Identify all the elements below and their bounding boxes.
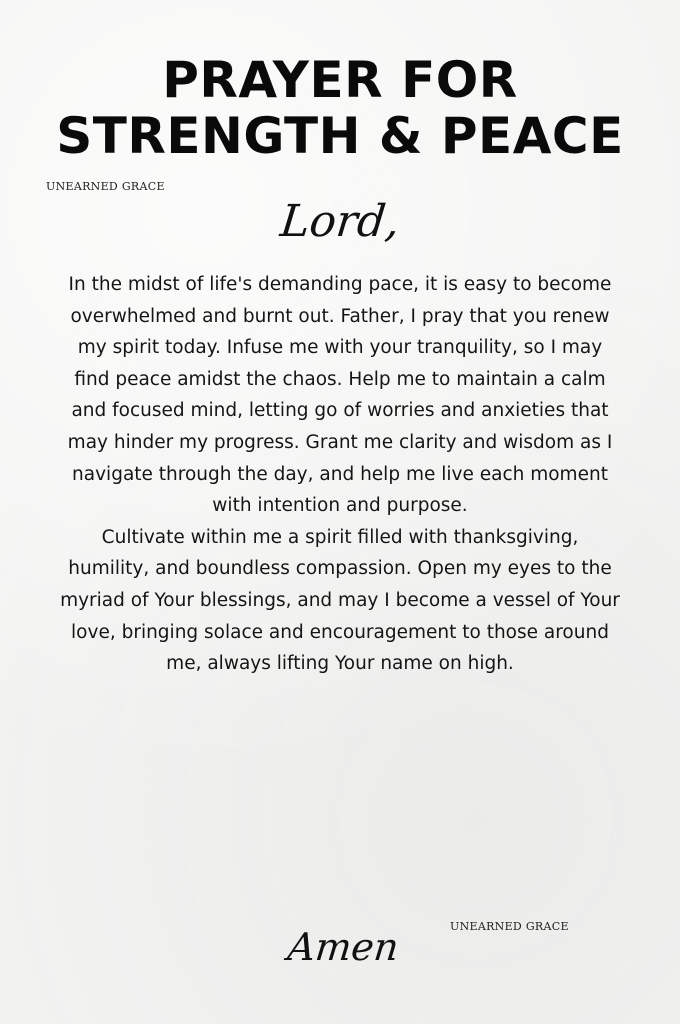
prayer-paragraph-2: Cultivate within me a spirit filled with thanksgiving, humility, and boundless compassion. Open my eyes to the myriad of Your blessings, and may I become a vessel of Your love, bringing solace and encouragement to those around me, always lifting Your name on high. [60, 526, 620, 675]
prayer-paragraph-1: In the midst of life's demanding pace, it is easy to become overwhelmed and burnt out. Father, I pray that you renew my spirit today. Infuse me with your tranquility, so I may find peace amidst the chaos. Help me to maintain a calm and focused mind, letting go of worries and anxieties that may hinder my progress. Grant me clarity and wisdom as I navigate through the day, and help me live each moment with intention and purpose. [67, 274, 613, 517]
watermark-bottom: UNEARNED GRACE [450, 920, 569, 933]
prayer-body [60, 269, 620, 680]
page-title [0, 52, 680, 164]
title-line-2: STRENGTH & PEACE [56, 107, 624, 165]
watermark-top: UNEARNED GRACE [46, 180, 165, 193]
closing-amen: Amen [285, 925, 401, 969]
salutation: Lord, [277, 196, 403, 247]
title-line-1: PRAYER FOR [162, 51, 518, 109]
